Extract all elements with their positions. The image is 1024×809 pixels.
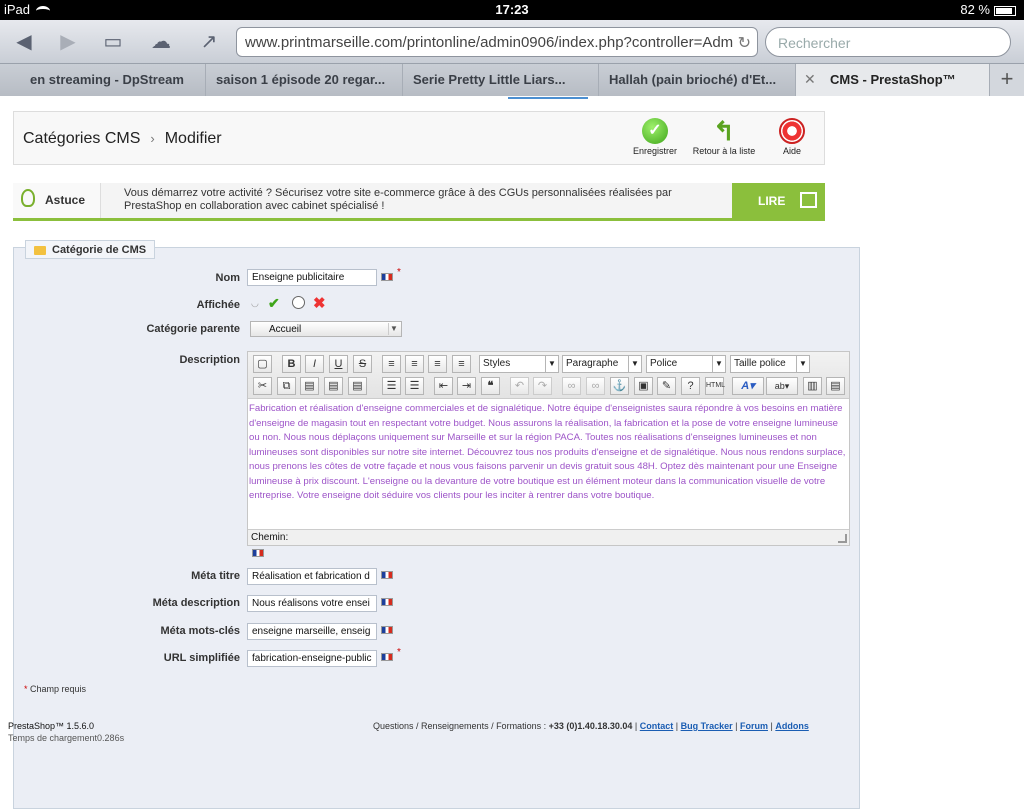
search-input[interactable]: Rechercher [765,27,1011,57]
bullet-list-icon[interactable]: ☰ [382,377,401,395]
clock: 17:23 [495,2,529,17]
affichee-label: Affichée [196,299,240,311]
checkmark-icon: ✔ [268,295,280,311]
reload-icon[interactable]: ↻ [737,35,751,52]
return-arrow-icon: ↰ [713,116,735,146]
chevron-down-icon: ▼ [545,356,558,372]
required-note: * Champ requis [24,684,87,694]
meta-description-input[interactable]: Nous réalisons votre ensei [247,595,377,612]
html-source-icon[interactable]: HTML [705,377,724,395]
checkmark-icon: ✓ [642,118,668,144]
tab-label: CMS - PrestaShop™ [830,72,956,87]
footer-link-contact[interactable]: Contact [639,721,674,731]
nom-input[interactable]: Enseigne publicitaire [247,269,377,286]
paste-word-icon[interactable]: ▤ [348,377,367,395]
strikethrough-icon[interactable]: S [353,355,372,373]
blockquote-icon[interactable]: ❝ [481,377,500,395]
footer-link-forum[interactable]: Forum [739,721,768,731]
save-button[interactable]: ✓ Enregistrer [630,118,680,156]
link-icon[interactable]: ∞ [562,377,581,395]
browser-toolbar [0,20,1024,64]
resize-handle[interactable] [838,534,847,543]
device-name: iPad [4,2,50,17]
breadcrumb-modifier: Modifier [164,130,222,147]
footer-link-bug-tracker[interactable]: Bug Tracker [680,721,733,731]
paste-text-icon[interactable]: ▤ [324,377,343,395]
font-dropdown[interactable]: Police ▼ [646,355,726,373]
friendly-url-label: URL simplifiée [163,652,240,664]
loading-bar [508,97,588,99]
indent-icon[interactable]: ⇥ [457,377,476,395]
radio-no[interactable] [292,296,305,309]
description-label: Description [179,354,240,366]
read-more-button[interactable]: LIRE [732,183,825,218]
tab-pretty-little-liars[interactable]: Serie Pretty Little Liars... [403,64,599,96]
page-header [13,111,825,165]
meta-keywords-label: Méta mots-clés [160,625,240,637]
cross-icon: ✖ [313,295,326,312]
french-flag-icon[interactable] [381,273,393,281]
meta-keywords-input[interactable]: enseigne marseille, enseig [247,623,377,640]
unlink-icon[interactable]: ∞ [586,377,605,395]
french-flag-icon[interactable] [252,549,264,557]
bold-icon[interactable]: B [282,355,301,373]
close-tab-icon[interactable]: ✕ [804,71,816,87]
tab-saison[interactable]: saison 1 épisode 20 regar... [206,64,403,96]
tip-banner [13,183,825,221]
highlight-color-icon[interactable]: ab▾ [766,377,798,395]
align-center-icon[interactable]: ≡ [405,355,424,373]
back-to-list-button[interactable]: ↰ Retour à la liste [692,116,756,156]
underline-icon[interactable]: U [329,355,348,373]
french-flag-icon[interactable] [381,626,393,634]
forward-arrow-icon[interactable]: ▶ [60,31,76,53]
meta-title-label: Méta titre [191,570,240,582]
address-bar[interactable] [236,27,758,57]
tab-cms-prestashop[interactable] [796,64,990,96]
rich-text-editor [247,351,850,546]
editor-toolbar [248,352,849,399]
outdent-icon[interactable]: ⇤ [434,377,453,395]
chevron-down-icon: ▼ [796,356,809,372]
meta-description-label: Méta description [152,597,240,609]
font-size-dropdown[interactable]: Taille police ▼ [730,355,810,373]
new-document-icon[interactable]: ▢ [253,355,272,373]
styles-dropdown[interactable]: Styles ▼ [479,355,559,373]
cleanup-icon[interactable]: ✎ [657,377,676,395]
footer-links: Questions / Renseignements / Formations : +33 (0)1.40.18.30.04 | Contact | Bug Tracker | Forum | Addons [373,721,809,731]
align-justify-icon[interactable]: ≡ [452,355,471,373]
footer-version: PrestaShop™ 1.5.6.0 [8,721,95,731]
text-color-icon[interactable]: A▾ [732,377,764,395]
redo-icon[interactable]: ↷ [533,377,552,395]
lightbulb-icon [21,189,35,207]
editor-path-bar: Chemin: [248,529,849,545]
tab-hallah[interactable]: Hallah (pain brioché) d'Et... [599,64,796,96]
breadcrumb [23,130,222,148]
media-icon[interactable]: ▥ [803,377,822,395]
tab-dpstream[interactable]: en streaming - DpStream [0,64,206,96]
form-legend: Catégorie de CMS [25,240,155,259]
url-text: www.printmarseille.com/printonline/admin0906/index.php?controller=Adm [245,34,734,51]
breadcrumb-categories-cms[interactable]: Catégories CMS [23,130,141,147]
numbered-list-icon[interactable]: ☰ [405,377,424,395]
image-icon[interactable]: ▣ [634,377,653,395]
lifebuoy-icon [779,118,805,144]
parent-category-label: Catégorie parente [146,323,240,335]
chevron-down-icon: ▼ [388,323,399,335]
chevron-down-icon: ▼ [628,356,641,372]
paste-icon[interactable]: ▤ [300,377,319,395]
chevron-down-icon: ▼ [712,356,725,372]
radio-yes[interactable]: ◡ [251,298,259,308]
external-link-icon [800,192,817,208]
french-flag-icon[interactable] [381,571,393,579]
editor-content[interactable]: Fabrication et réalisation d'enseigne commerciales et de signalétique. Notre équipe d'enseignistes saura répondre à vos besoins en matière d'enseigne de magasin tout en respectant votre budget. Nous assurons la réalisation, la fabrication et la pose de votre enseigne lumineuse ou non. Nous nous déplaçons uniquement sur Marseille et sur la région PACA. Toutes nos réalisations d'enseignes lumineuses et non lumineuses sont disponibles sur notre site internet. Découvrez tous nos produits d'enseigne et de signalétique. Nous nous rendons surplace, nous prenons les côtes de votre façade et nous vous faisons parvenir un devis gratuit sous 48H. Optez dès maintenant pour une Enseigne lumineuse à prix discount. L'enseigne ou la devanture de votre boutique est un élément moteur dans la communication visuelle de votre entreprise. Votre enseigne doit séduire vos clients pour les inciter à rentrer dans votre boutique. [249,403,846,501]
icloud-tabs-icon[interactable]: ☁ [151,31,171,53]
align-left-icon[interactable]: ≡ [382,355,401,373]
battery-icon [994,6,1016,16]
footer-load-time: Temps de chargement0.286s [8,733,125,743]
page-content [0,97,1024,768]
french-flag-icon[interactable] [381,598,393,606]
help-button[interactable]: Aide [774,118,810,156]
chevron-right-icon: › [150,131,155,146]
template-icon[interactable]: ▤ [826,377,845,395]
anchor-icon[interactable]: ⚓ [610,377,629,395]
footer-link-addons[interactable]: Addons [775,721,809,731]
battery-indicator: 82 % [960,2,1016,17]
footer-phone: +33 (0)1.40.18.30.04 [548,721,633,731]
parent-category-select[interactable]: Accueil ▼ [250,321,402,337]
back-arrow-icon[interactable]: ◀ [16,31,32,53]
tab-bar [0,64,1024,96]
undo-icon[interactable]: ↶ [510,377,529,395]
required-mark: * [397,267,401,278]
folder-icon [34,246,46,255]
meta-title-input[interactable]: Réalisation et fabrication d [247,568,377,585]
cut-icon[interactable]: ✂ [253,377,272,395]
required-mark: * [397,647,401,658]
nom-label: Nom [215,272,240,284]
copy-icon[interactable]: ⧉ [277,377,296,395]
new-tab-button[interactable]: + [990,64,1024,96]
align-right-icon[interactable]: ≡ [428,355,447,373]
french-flag-icon[interactable] [381,653,393,661]
share-icon[interactable]: ↗ [200,31,218,53]
tip-text: Vous démarrez votre activité ? Sécurisez votre site e-commerce grâce à des CGUs personnalisées réalisées par PrestaShop en collaboration avec cabinet spécialisé ! [124,187,672,212]
tip-label: Astuce [13,183,101,218]
help-circle-icon[interactable]: ? [681,377,700,395]
bookmarks-icon[interactable]: ▭ [103,31,123,53]
italic-icon[interactable]: I [305,355,324,373]
status-bar [0,0,1024,20]
paragraph-dropdown[interactable]: Paragraphe ▼ [562,355,642,373]
friendly-url-input[interactable]: fabrication-enseigne-public [247,650,377,667]
